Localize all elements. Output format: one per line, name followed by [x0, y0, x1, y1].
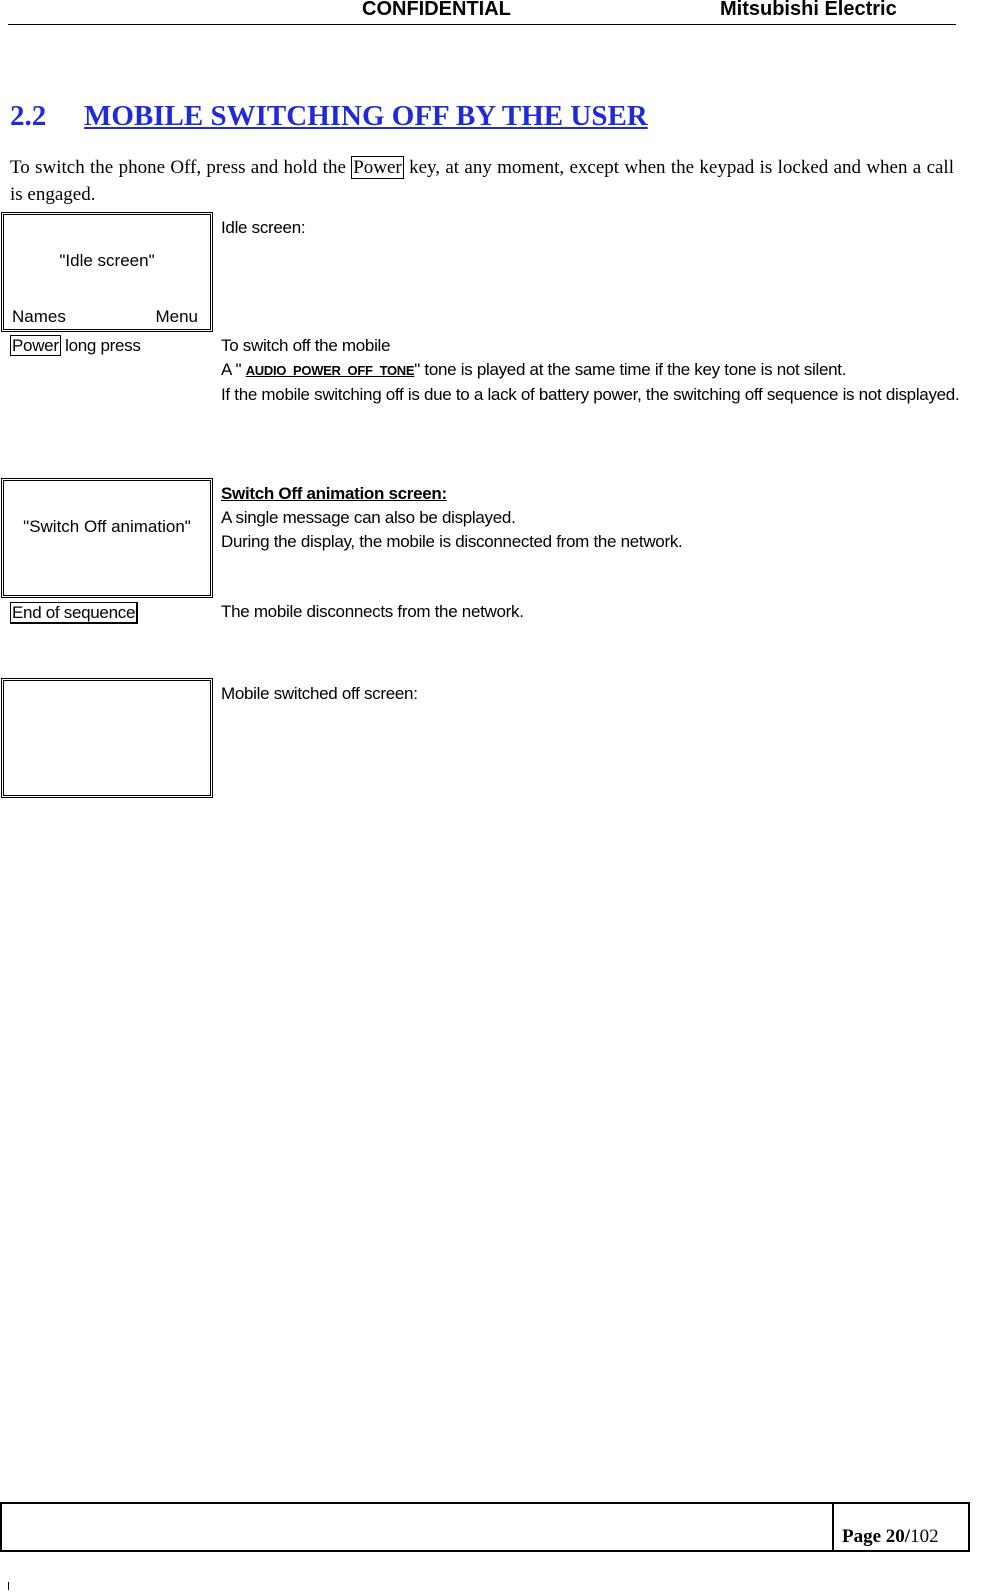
page-header	[8, 0, 956, 25]
intro-text-end: key, at any moment, except when the keypad is locked and when a call is engaged.	[10, 157, 954, 205]
animation-heading: Switch Off animation screen:	[221, 484, 447, 503]
section-heading	[10, 100, 648, 133]
power-key: Power	[12, 336, 59, 355]
animation-line2: During the display, the mobile is disconnected from the network.	[221, 532, 683, 551]
section-number: 2.2	[10, 100, 47, 132]
power-action: long press	[60, 336, 141, 355]
tone-prefix: A "	[221, 360, 246, 379]
section-title: MOBILE SWITCHING OFF BY THE USER	[84, 100, 648, 132]
tone-suffix: " tone is played at the same time if the key tone is not silent.	[414, 360, 847, 379]
intro-text-start: To switch the phone Off, press and hold the	[10, 157, 352, 178]
company-name: Mitsubishi Electric	[720, 0, 897, 20]
power-step-line2	[221, 358, 961, 383]
intro-paragraph	[10, 154, 954, 208]
power-step-description	[221, 334, 961, 407]
end-step-description: The mobile disconnects from the network.	[221, 602, 524, 621]
end-of-sequence-key: End of sequence	[10, 602, 138, 624]
power-step-line1: To switch off the mobile	[221, 336, 391, 355]
page-number-cell	[832, 1504, 968, 1550]
page-footer	[0, 1502, 970, 1552]
animation-screen-label: "Switch Off animation"	[23, 517, 191, 536]
power-step-line3: If the mobile switching off is due to a lack of battery power, the switching off sequence is not displayed.	[221, 385, 960, 404]
idle-screen-label: "Idle screen"	[59, 251, 155, 270]
end-of-sequence-step	[10, 603, 138, 623]
softkey-names: Names	[12, 307, 66, 326]
switch-off-animation-mockup	[1, 478, 213, 598]
switched-off-screen-mockup	[1, 678, 213, 798]
page-label: Page 20/	[842, 1526, 911, 1547]
animation-line1: A single message can also be displayed.	[221, 508, 516, 527]
audio-tone-name: AUDIO_POWER_OFF_TONE	[245, 363, 415, 378]
animation-description	[221, 482, 961, 554]
power-long-press-step	[10, 336, 141, 356]
power-key-reference: Power	[353, 157, 402, 178]
idle-screen-description: Idle screen:	[221, 218, 306, 237]
idle-screen-mockup	[1, 212, 213, 332]
page-total: 102	[910, 1526, 939, 1547]
confidential-label: CONFIDENTIAL	[362, 0, 511, 20]
footer-mark	[8, 1582, 9, 1590]
off-screen-description: Mobile switched off screen:	[221, 684, 418, 703]
softkey-menu: Menu	[155, 307, 198, 326]
page-number	[842, 1526, 939, 1548]
